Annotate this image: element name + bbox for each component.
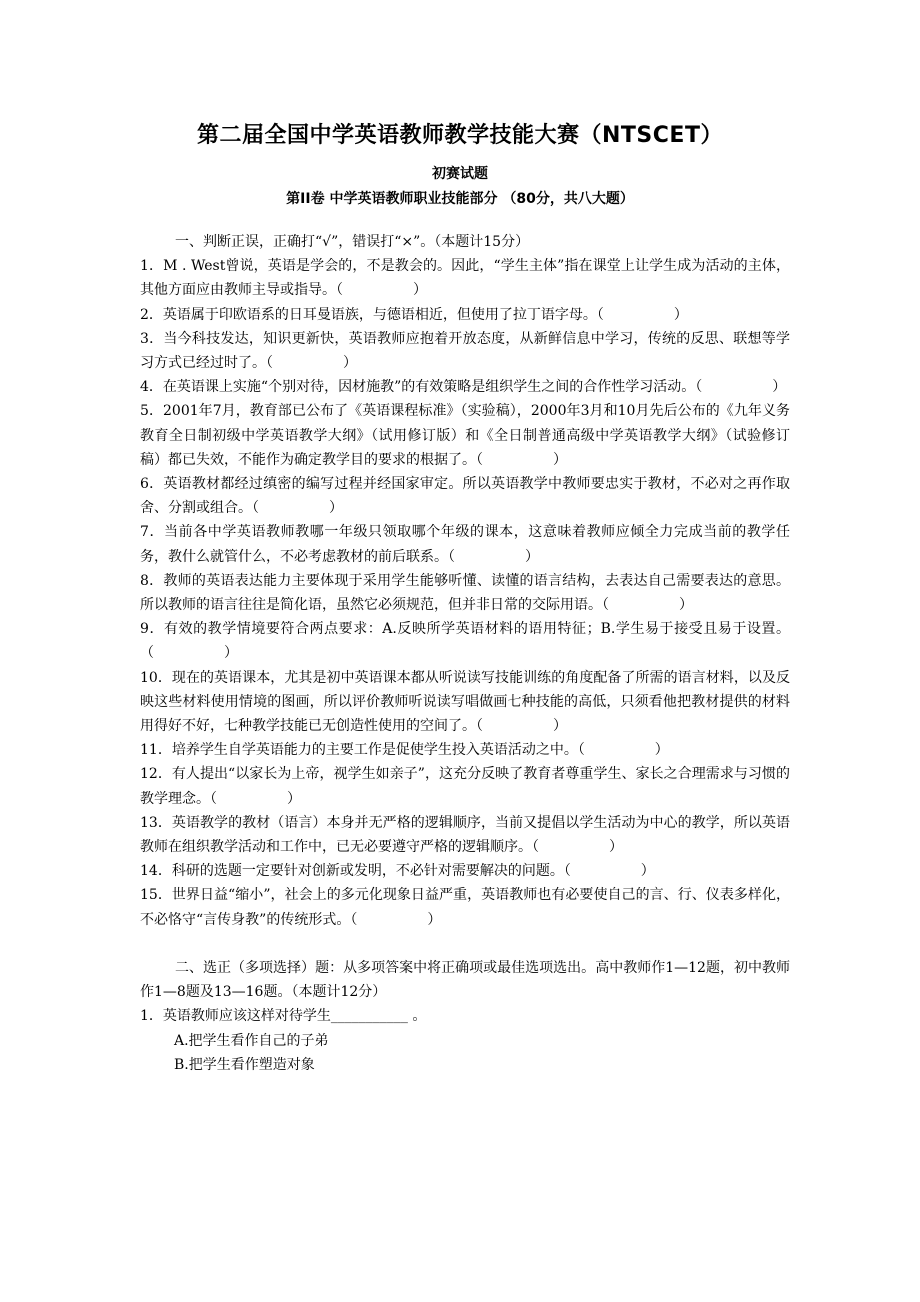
mc-option-b: B.把学生看作塑造对象 [174,1056,315,1073]
question-5: 5．2001年7月，教育部已公布了《英语课程标准》（实验稿），2000年3月和10月先后公布的《九年义务教育全日制初级中学英语教学大纲》（试用修订版）和《全日制普通高级中学英语教学大纲》（试验修订稿）都已失效，不能作为确定教学目的要求的根据了。（ ） [140,403,790,468]
question-6: 6．英语教材都经过缜密的编写过程并经国家审定。所以英语教学中教师要忠实于教材，不必对之再作取舍、分割或组合。（ ） [140,476,790,517]
section-1-heading: 一、判断正误，正确打“√”，错误打“×”。（本题计15分） [175,234,530,250]
question-8: 8．教师的英语表达能力主要体现于采用学生能够听懂、读懂的语言结构，去表达自己需要表达的意思。所以教师的语言往往是简化语，虽然它必须规范，但并非日常的交际用语。（ ） [140,572,790,614]
question-11: 11．培养学生自学英语能力的主要工作是促使学生投入英语活动之中。（ ） [140,742,669,759]
question-14: 14．科研的选题一定要针对创新或发明，不必针对需要解决的问题。（ ） [140,863,655,880]
question-10: 10．现在的英语课本，尤其是初中英语课本都从听说读写技能训练的角度配备了所需的语言材料，以及反映这些材料使用情境的图画，所以评价教师听说读写唱做画七种技能的高低，只须看他把教材提供的材料用得好不好，七种教学技能已无创造性使用的空间了。（ ） [140,669,790,735]
section-gap [140,932,790,956]
section-2-heading: 二、选正（多项选择）题：从多项答案中将正确项或最佳选项选出。高中教师作1—12题，初中教师作1—8题及13—16题。（本题计12分） [140,959,790,1001]
question-13: 13．英语教学的教材（语言）本身并无严格的逻辑顺序，当前又提倡以学生活动为中心的教学，所以英语教师在组织教学活动和工作中，已无必要遵守严格的逻辑顺序。（ ） [140,814,790,856]
document-title: 第二届全国中学英语教师教学技能大赛（NTSCET） [197,123,723,148]
question-2: 2．英语属于印欧语系的日耳曼语族，与德语相近，但使用了拉丁语字母。（ ） [140,306,688,323]
document-body [140,230,790,1077]
question-15: 15．世界日益“缩小”，社会上的多元化现象日益严重，英语教师也有必要使自己的言、行、仪表多样化，不必恪守“言传身教”的传统形式。（ ） [140,887,790,928]
question-1: 1．M . West曾说，英语是学会的，不是教会的。因此，“学生主体”指在课堂上让学生成为活动的主体，其他方面应由教师主导或指导。（ ） [140,258,790,299]
question-3: 3．当今科技发达，知识更新快，英语教师应抱着开放态度，从新鲜信息中学习，传统的反思、联想等学习方式已经过时了。（ ） [140,330,790,372]
document-subtitle: 初赛试题 [432,166,488,182]
question-12: 12．有人提出“以家长为上帝，视学生如亲子”，这充分反映了教育者尊重学生、家长之合理需求与习惯的教学理念。（ ） [140,766,790,807]
question-7: 7．当前各中学英语教师教哪一年级只领取哪个年级的课本，这意味着教师应倾全力完成当前的教学任务，教什么就管什么，不必考虑教材的前后联系。（ ） [140,524,790,565]
question-9: 9．有效的教学情境要符合两点要求：A.反映所学英语材料的语用特征；B.学生易于接受且易于设置。（ ） [140,621,790,662]
volume-heading: 第II卷 中学英语教师职业技能部分 （80分，共八大题） [286,191,634,207]
question-4: 4．在英语课上实施“个别对待，因材施教”的有效策略是组织学生之间的合作性学习活动。（ ） [140,379,787,396]
mc-question-1: 1．英语教师应该这样对待学生___________ 。 [140,1008,427,1025]
mc-option-a: A.把学生看作自己的子弟 [174,1032,329,1049]
